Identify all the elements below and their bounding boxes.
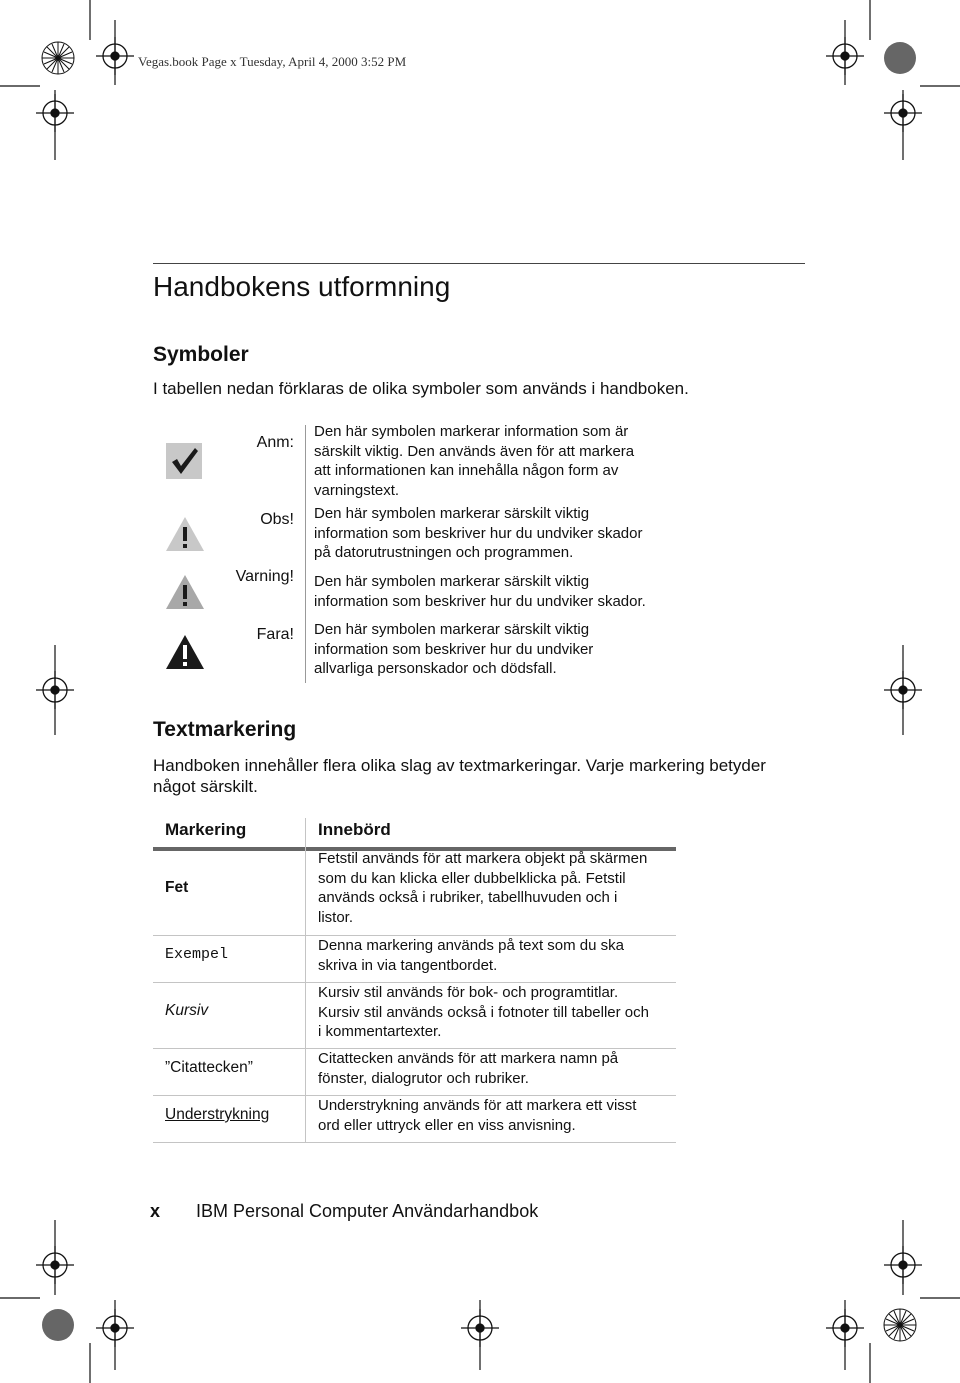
table-row-marker-underline: Understrykning [165, 1106, 270, 1123]
warning-medium-icon [166, 575, 204, 609]
symbol-label-fara: Fara! [256, 626, 294, 643]
registration-target-icon [36, 1246, 74, 1284]
table-row-marker-bold: Fet [165, 879, 189, 896]
table-row-description: Kursiv stil används för bok- och programtitlar. Kursiv stil används också i fotnoter till tabeller och i kommentartexter. [318, 984, 649, 1040]
symbols-intro: I tabellen nedan förklaras de olika symboler som används i handboken. [153, 379, 689, 398]
symbol-description-fara: Den här symbolen markerar särskilt viktig information som beskriver hur du undviker allvarliga personskador och dödsfall. [314, 621, 594, 677]
registration-target-icon [36, 94, 74, 132]
table-row-description: Denna markering används på text som du ska skriva in via tangentbordet. [318, 937, 624, 974]
symbol-description-anm: Den här symbolen markerar information som är särskilt viktig. Den används även för att markera att informationen kan innehålla någon form av varningstext. [314, 423, 635, 499]
page-title: Handbokens utformning [153, 271, 451, 302]
symbol-label-obs: Obs! [260, 511, 294, 528]
table-row-description: Understrykning används för att markera ett visst ord eller uttryck eller en viss anvisning. [318, 1097, 637, 1134]
symbol-description-varning: Den här symbolen markerar särskilt viktig information som beskriver hur du undviker skador. [314, 573, 646, 610]
table-row-marker-quote: ”Citattecken” [165, 1059, 253, 1076]
checkmark-icon [166, 443, 202, 479]
starburst-target-icon [884, 1309, 916, 1341]
registration-target-icon [884, 94, 922, 132]
table-row-description: Citattecken används för att markera namn på fönster, dialogrutor och rubriker. [318, 1050, 619, 1087]
registration-target-icon [826, 37, 864, 75]
table-header-innebord: Innebörd [318, 820, 391, 839]
symbol-label-anm: Anm: [256, 434, 294, 451]
table-row-marker-mono: Exempel [165, 946, 229, 963]
symbol-label-varning: Varning! [235, 568, 294, 585]
danger-dark-icon [166, 635, 204, 669]
footer-book-title: IBM Personal Computer Användarhandbok [196, 1201, 539, 1221]
table-bottom-rule [153, 1142, 676, 1143]
title-rule [153, 263, 805, 264]
registration-target-icon [884, 671, 922, 709]
registration-target-icon [96, 37, 134, 75]
page-number: x [150, 1201, 161, 1221]
starburst-target-icon [42, 42, 74, 74]
registration-target-icon [96, 1309, 134, 1347]
table-row-marker-italic: Kursiv [165, 1002, 209, 1019]
text-markup-intro: Handboken innehåller flera olika slag av textmarkeringar. Varje markering betyder något särskilt. [153, 756, 766, 796]
registration-target-icon [461, 1309, 499, 1347]
gray-dot-target-icon [42, 1309, 74, 1341]
symbol-description-obs: Den här symbolen markerar särskilt viktig information som beskriver hur du undviker skador på datorutrustningen och programmen. [314, 505, 643, 561]
print-header: Vegas.book Page x Tuesday, April 4, 2000 3:52 PM [138, 54, 407, 69]
gray-dot-target-icon [884, 42, 916, 74]
registration-target-icon [826, 1309, 864, 1347]
symbols-column-divider [305, 425, 306, 683]
symbols-heading: Symboler [153, 343, 249, 366]
table-row-description: Fetstil används för att markera objekt på skärmen som du kan klicka eller dubbelklicka på. Fetstil används också i rubriker, tabellhuvuden och i listor. [318, 850, 648, 926]
table-header-markering: Markering [165, 820, 247, 839]
caution-light-icon [166, 517, 204, 551]
table-header-rule [153, 847, 305, 851]
text-markup-heading: Textmarkering [153, 718, 297, 741]
registration-target-icon [884, 1246, 922, 1284]
registration-target-icon [36, 671, 74, 709]
